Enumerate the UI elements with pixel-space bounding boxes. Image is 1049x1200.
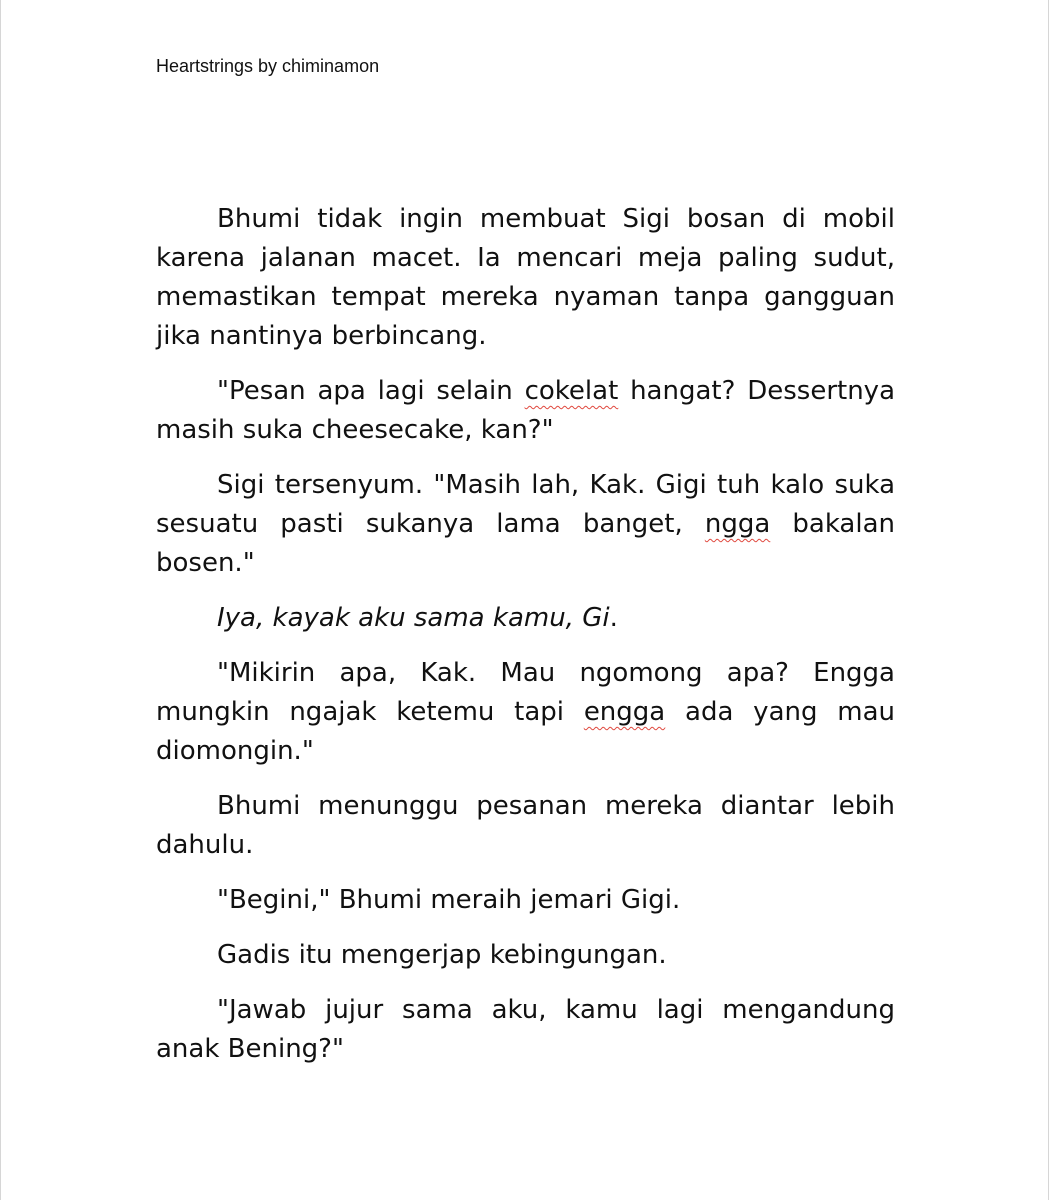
spellcheck-flagged-word[interactable]: engga [583, 697, 666, 727]
paragraph-text: Bhumi menunggu pesanan mereka diantar lebih dahulu. [156, 791, 895, 860]
italic-text: Iya, kayak aku sama kamu, Gi [217, 603, 610, 633]
spellcheck-flagged-word[interactable]: cokelat [524, 376, 619, 406]
paragraph-text: bakalan bosen." [156, 509, 895, 578]
paragraph [156, 654, 895, 771]
paragraph-text: ada yang mau diomongin." [156, 697, 896, 766]
paragraph [156, 881, 895, 920]
paragraph [156, 200, 895, 356]
paragraph-text: "Mikirin apa, Kak. Mau ngomong apa? Engga mungkin ngajak ketemu tapi [156, 658, 895, 727]
paragraph-text: hangat? Dessertnya masih suka cheesecake, kan?" [156, 376, 895, 445]
paragraph-text: "Pesan apa lagi selain [217, 376, 525, 406]
paragraph [156, 936, 895, 975]
paragraph [156, 466, 895, 583]
spellcheck-flagged-word[interactable]: ngga [704, 509, 771, 539]
punctuation: . [609, 603, 618, 633]
paragraph-text: "Jawab jujur sama aku, kamu lagi mengandung anak Bening?" [156, 995, 895, 1064]
paragraph-text: Bhumi tidak ingin membuat Sigi bosan di mobil karena jalanan macet. Ia mencari meja paling sudut, memastikan tempat mereka nyaman tanpa gangguan jika nantinya berbincang. [156, 204, 895, 351]
paragraph [156, 372, 895, 450]
paragraph-text: Gadis itu mengerjap kebingungan. [217, 940, 667, 970]
paragraph [156, 787, 895, 865]
paragraph-text: Sigi tersenyum. "Masih lah, Kak. Gigi tuh kalo suka sesuatu pasti sukanya lama banget, [156, 470, 895, 539]
document-body [156, 200, 895, 1085]
paragraph [156, 991, 895, 1069]
paragraph-text: "Begini," Bhumi meraih jemari Gigi. [217, 885, 681, 915]
page-header: Heartstrings by chiminamon [156, 56, 380, 76]
paragraph-italic-thought [156, 599, 895, 638]
